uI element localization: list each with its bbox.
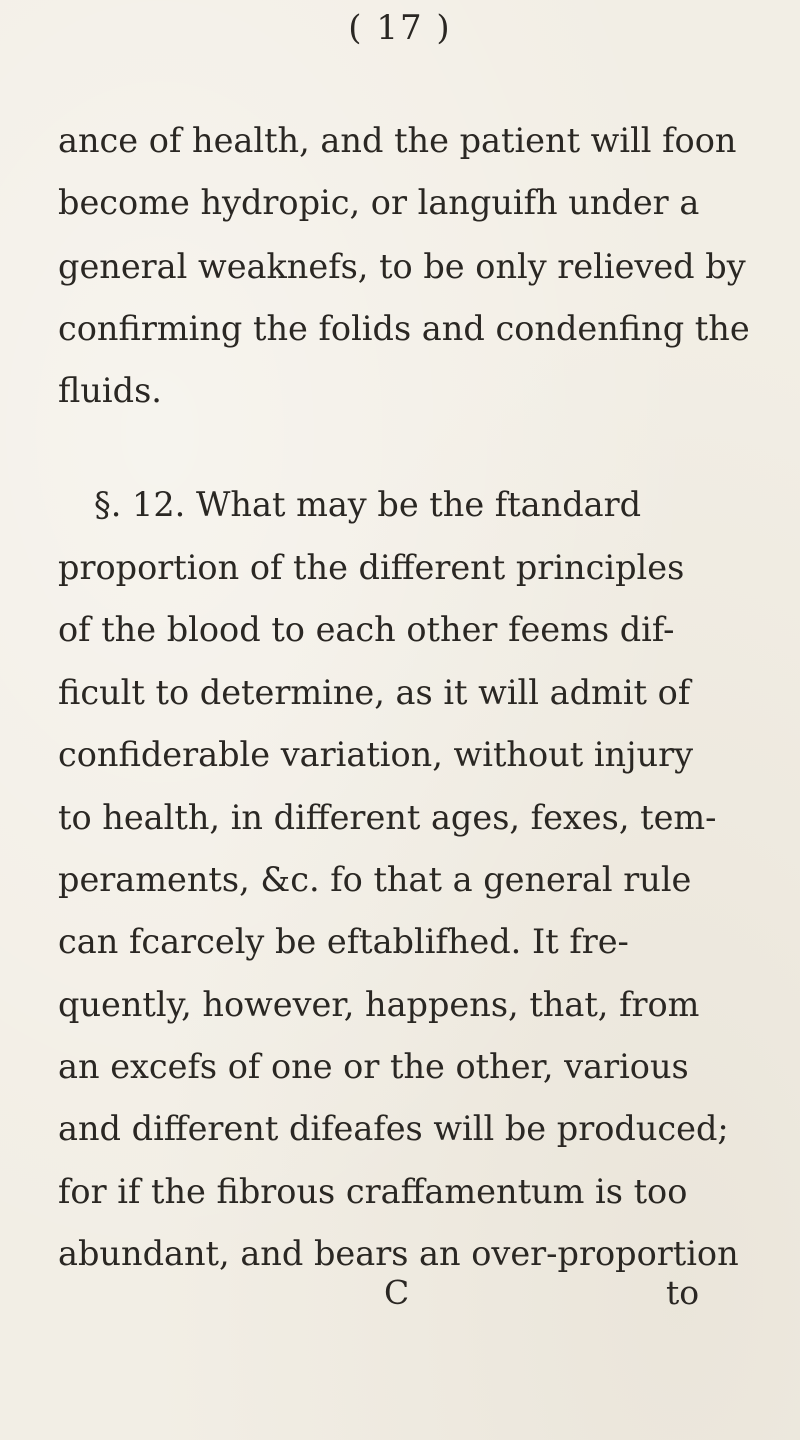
text-line: confiderable variation, without injury — [58, 735, 694, 774]
text-line: of the blood to each other feems dif- — [58, 610, 675, 649]
text-line: an excefs of one or the other, various — [58, 1047, 689, 1086]
text-line: for if the fibrous craffamentum is too — [58, 1172, 688, 1211]
text-line: can fcarcely be eftablifhed. It fre- — [58, 922, 629, 961]
page-number-header: ( 17 ) — [348, 8, 452, 48]
text-line: ficult to determine, as it will admit of — [58, 673, 691, 712]
catchword: to — [666, 1273, 700, 1312]
text-line: become hydropic, or languifh under a — [58, 183, 700, 222]
section-heading-line: §. 12. What may be the ftandard — [94, 485, 642, 524]
text-line: quently, however, happens, that, from — [58, 985, 700, 1024]
text-line: to health, in different ages, fexes, tem- — [58, 798, 717, 837]
text-line: abundant, and bears an over-proportion — [58, 1234, 739, 1273]
signature-mark: C — [384, 1273, 410, 1312]
text-line: fluids. — [58, 371, 162, 410]
text-line: proportion of the different principles — [58, 548, 685, 587]
text-line: ance of health, and the patient will foon — [58, 121, 737, 160]
text-line: general weaknefs, to be only relieved by — [58, 247, 746, 286]
text-line: peraments, &c. fo that a general rule — [58, 860, 692, 899]
text-line: and different difeafes will be produced; — [58, 1109, 729, 1148]
text-line: confirming the folids and condenfing the — [58, 309, 750, 348]
